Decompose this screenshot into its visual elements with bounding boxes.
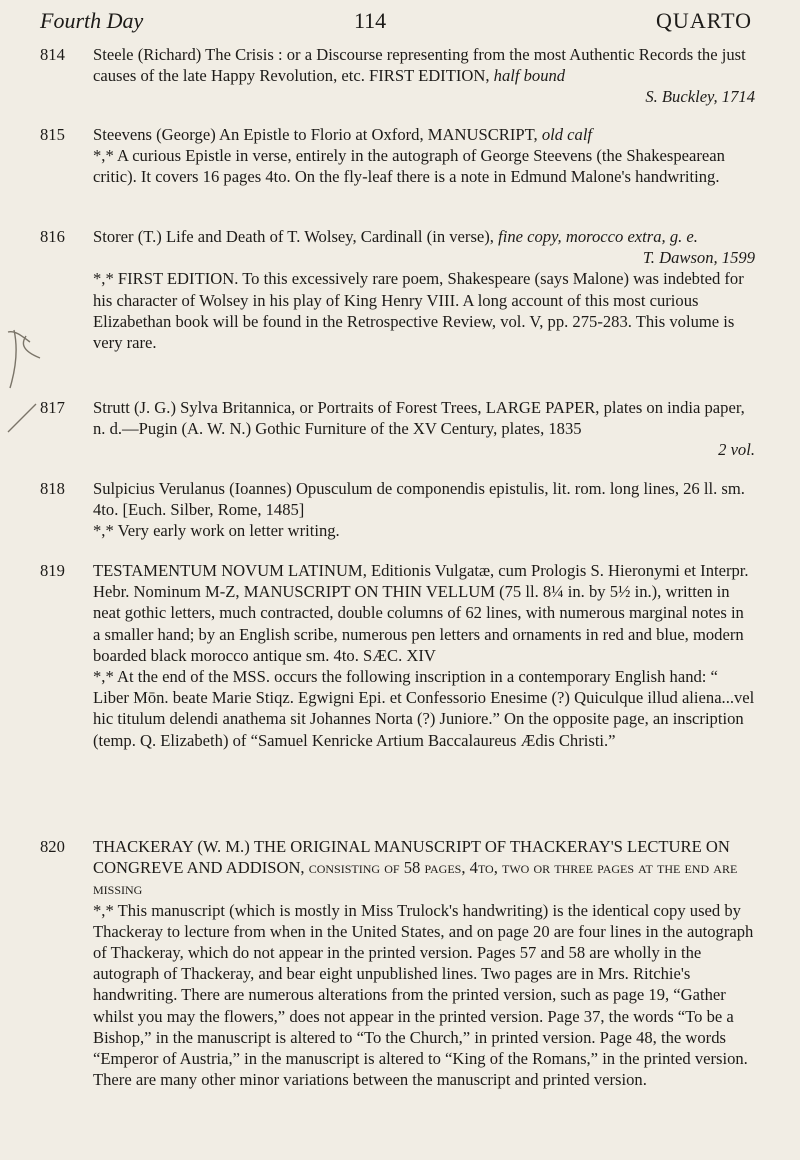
- lot-number: 815: [40, 125, 65, 144]
- lot-820: [40, 836, 755, 1090]
- lot-description: Sylva Britannica, or Portraits of Forest Trees, LARGE PAPER, plates on india paper, n. d.—Pugin (A. W. N.) Gothic Furniture of the XV Century, plates, 1835: [93, 398, 745, 439]
- lot-description: THE ORIGINAL MANUSCRIPT OF THACKERAY'S LECTURE ON CONGREVE AND ADDISON, consisting of 58 pages, 4to, two or three pages at the end are missing: [93, 837, 738, 899]
- lot-number: 814: [40, 45, 65, 64]
- lot-note: *,* A curious Epistle in verse, entirely in the autograph of George Steevens (the Shakespearean critic). It covers 16 pages 4to. On the fly-leaf there is a note in Edmund Malone's handwriting.: [93, 146, 725, 187]
- lot-number: 817: [40, 398, 65, 417]
- lot-binding: fine copy, morocco extra, g. e.: [498, 227, 698, 246]
- lot-note: *,* FIRST EDITION. To this excessively rare poem, Shakespeare (says Malone) was indebted for his character of Wolsey in his play of King Henry VIII. A long account of this most curious Elizabethan book will be found in the Retrospective Review, vol. V, pp. 275-283. This volume is very rare.: [93, 269, 744, 353]
- lot-817: [40, 397, 755, 461]
- page-number: 114: [354, 8, 387, 33]
- lot-description: Opusculum de componendis epistulis, lit. rom. long lines, 26 ll. sm. 4to. [Euch. Silber, Rome, 1485]: [93, 479, 745, 520]
- day-label: Fourth Day: [40, 8, 144, 33]
- lot-note: *,* Very early work on letter writing.: [93, 521, 340, 541]
- lot-edition: MANUSCRIPT,: [427, 125, 538, 144]
- lot-binding: half bound: [493, 66, 566, 86]
- lot-note: *,* This manuscript (which is mostly in Miss Trulock's handwriting) is the identical copy used by Thackeray to lecture from when in the United States, and on page 20 are four lines in the autograph of Thackeray, which do not appear in the printed version. Pages 57 and 58 are wholly in the autograph of Thackeray, and bear eight unpublished lines. Two pages are in Mrs. Ritchie's handwriting. There are numerous alterations from the printed version, such as page 19, “Gather whilst you may the flowers,” does not appear in the printed version. Page 37, the words “To be a Bishop,” in the manuscript is altered to “To the Church,” in printed version. Page 48, the words “Emperor of Austria,” in the manuscript is altered to “King of the Romans,” in the printed version. There are many other minor variations between the manuscript and printed version.: [93, 900, 754, 1090]
- lot-815: [40, 124, 755, 188]
- lot-note: *,* At the end of the MSS. occurs the following inscription in a contemporary English hand: “ Liber Mōn. beate Marie Stiqz. Egwigni Epi. et Confessorio Enesime (?) Quiculque illud aliena...vel hic titulum delendi anathema sit Johannes Norta (?) Juniore.” On the opposite page, an inscription (temp. Q. Elizabeth) of “Samuel Kenricke Artium Baccalaureus Ædis Christi.”: [93, 667, 755, 750]
- lot-author: Storer (T.): [93, 227, 162, 246]
- lot-imprint: S. Buckley, 1714: [645, 87, 755, 107]
- lot-author: TESTAMENTUM NOVUM LATINUM,: [93, 561, 367, 580]
- lot-description: The Crisis : or a Discourse representing from the most Authentic Records the just causes of the late Happy Revolution, etc.: [93, 45, 746, 86]
- lot-814: [40, 44, 755, 108]
- lot-imprint: T. Dawson, 1599: [642, 248, 755, 268]
- lot-edition: FIRST EDITION,: [369, 66, 490, 86]
- lot-number: 818: [40, 479, 65, 498]
- lot-author: Steevens (George): [93, 125, 216, 144]
- lot-author: Sulpicius Verulanus (Ioannes): [93, 479, 292, 498]
- lot-number: 820: [40, 837, 65, 856]
- lot-description: Life and Death of T. Wolsey, Cardinall (in verse),: [165, 227, 494, 246]
- lot-816: [40, 226, 755, 353]
- lot-819: [40, 560, 755, 751]
- lot-volumes: 2 vol.: [718, 440, 755, 460]
- lot-binding: old calf: [541, 125, 593, 144]
- lot-author: Strutt (J. G.): [93, 398, 176, 417]
- lot-818: [40, 478, 755, 542]
- lot-author: Steele (Richard): [93, 45, 202, 64]
- format-label: QUARTO: [656, 8, 752, 33]
- lot-author: THACKERAY (W. M.): [93, 837, 250, 856]
- page-header: [40, 8, 752, 38]
- lot-description: An Epistle to Florio at Oxford,: [218, 125, 424, 144]
- lot-number: 819: [40, 561, 65, 580]
- lot-description: Editionis Vulgatæ, cum Prologis S. Hieronymi et Interpr. Hebr. Nominum M-Z, MANUSCRIPT ON THIN VELLUM (75 ll. 8¼ in. by 5½ in.), written in neat gothic letters, much contracted, double columns of 62 lines, with numerous marginal notes in a smaller hand; by an English scribe, numerous pen letters and ornaments in red and blue, modern boarded black morocco antique sm. 4to. SÆC. XIV: [93, 561, 749, 665]
- lot-number: 816: [40, 227, 65, 246]
